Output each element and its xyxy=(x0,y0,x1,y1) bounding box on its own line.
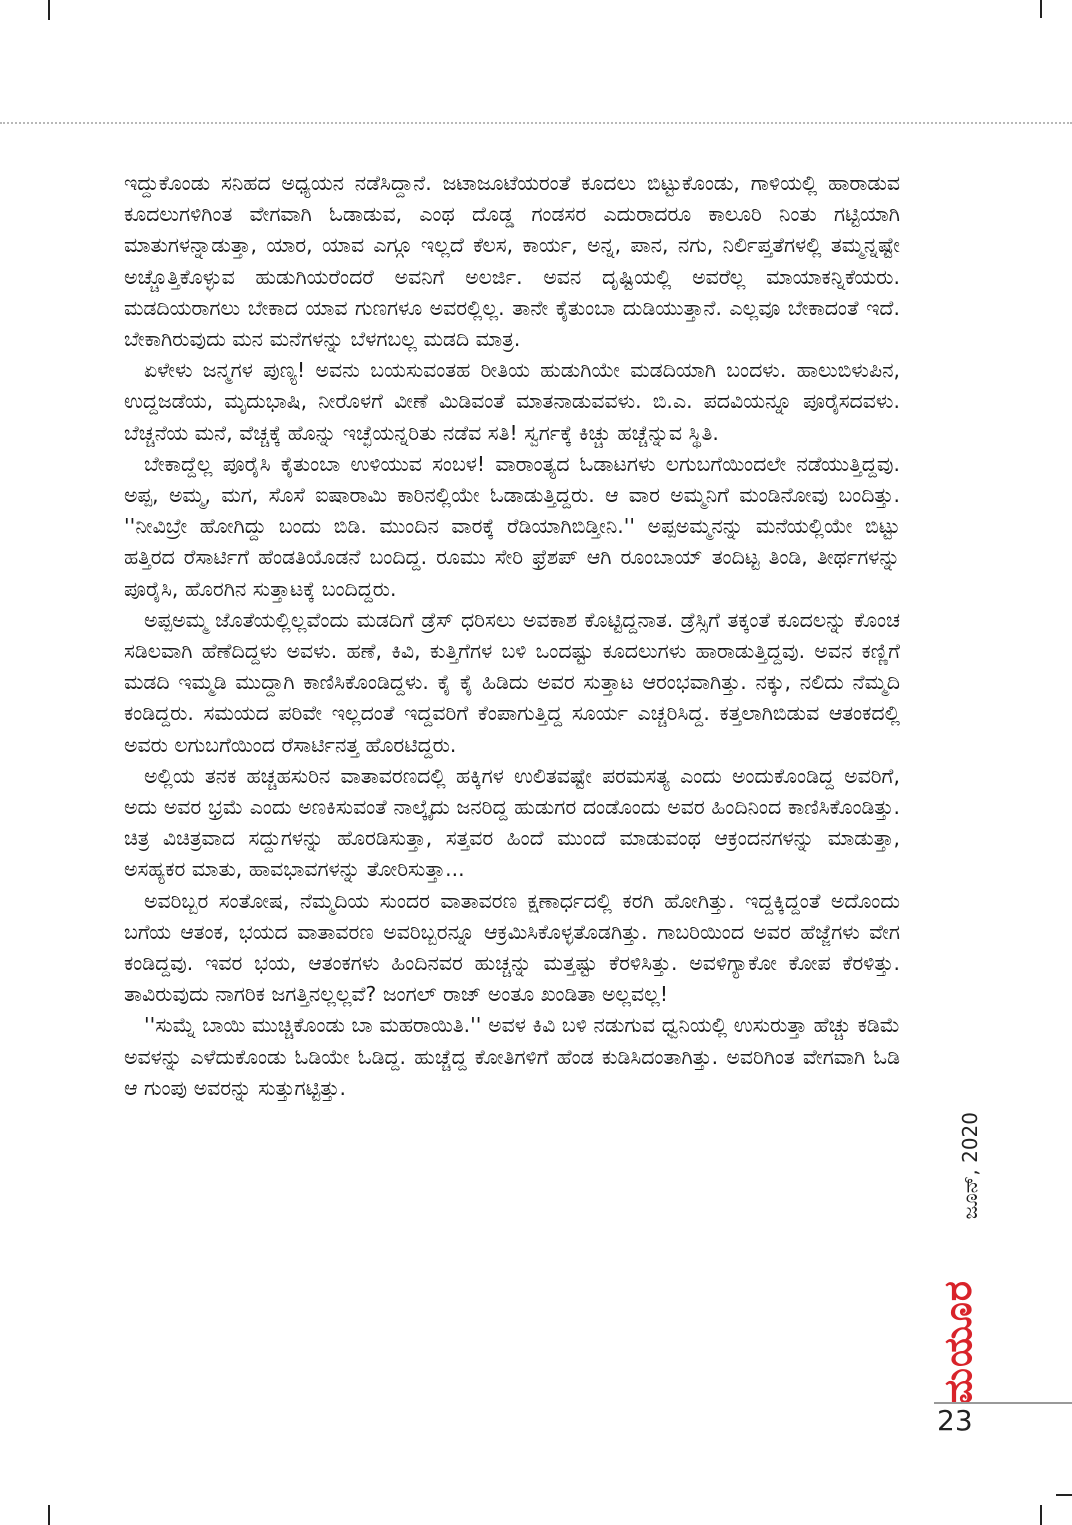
crop-mark-top-right xyxy=(1040,0,1042,18)
article-paragraph: ಅವರಿಬ್ಬರ ಸಂತೋಷ, ನೆಮ್ಮದಿಯ ಸುಂದರ ವಾತಾವರಣ ಕ್ಷಣಾರ್ಧದಲ್ಲಿ ಕರಗಿ ಹೋಗಿತ್ತು. ಇದ್ದಕ್ಕಿದ್ದಂತೆ ಅದೊಂದು ಬಗೆಯ ಆತಂಕ, ಭಯದ ವಾತಾವರಣ ಅವರಿಬ್ಬರನ್ನೂ ಆಕ್ರಮಿಸಿಕೊಳ್ಳತೊಡಗಿತ್ತು. ಗಾಬರಿಯಿಂದ ಅವರ ಹೆಜ್ಜೆಗಳು ವೇಗ ಕಂಡಿದ್ದವು. ಇವರ ಭಯ, ಆತಂಕಗಳು ಹಿಂದಿನವರ ಹುಚ್ಚನ್ನು ಮತ್ತಷ್ಟು ಕೆರಳಿಸಿತ್ತು. ಅವಳಿಗ್ಯಾಕೋ ಕೋಪ ಕೆರಳಿತ್ತು. ತಾವಿರುವುದು ನಾಗರಿಕ ಜಗತ್ತಿನಲ್ಲಲ್ಲವೆ? ಜಂಗಲ್ ರಾಜ್ ಅಂತೂ ಖಂಡಿತಾ ಅಲ್ಲವಲ್ಲ! xyxy=(124,888,900,1007)
article-body xyxy=(124,168,900,1104)
article-paragraph: ಇದ್ದುಕೊಂಡು ಸನಿಹದ ಅಧ್ಯಯನ ನಡೆಸಿದ್ದಾನೆ. ಜಟಾಜೂಟೆಯರಂತೆ ಕೂದಲು ಬಿಟ್ಟುಕೊಂಡು, ಗಾಳಿಯಲ್ಲಿ ಹಾರಾಡುವ ಕೂದಲುಗಳಿಗಿಂತ ವೇಗವಾಗಿ ಓಡಾಡುವ, ಎಂಥ ದೊಡ್ಡ ಗಂಡಸರ ಎದುರಾದರೂ ಕಾಲೂರಿ ನಿಂತು ಗಟ್ಟಿಯಾಗಿ ಮಾತುಗಳನ್ನಾಡುತ್ತಾ, ಯಾರ, ಯಾವ ಎಗ್ಗೂ ಇಲ್ಲದೆ ಕೆಲಸ, ಕಾರ್ಯ, ಅನ್ನ, ಪಾನ, ನಗು, ನಿರ್ಲಿಪ್ತತೆಗಳಲ್ಲಿ ತಮ್ಮನ್ನಷ್ಟೇ ಅಚ್ಚೊತ್ತಿಕೊಳ್ಳುವ ಹುಡುಗಿಯರೆಂದರೆ ಅವನಿಗೆ ಅಲರ್ಜಿ. ಅವನ ದೃಷ್ಟಿಯಲ್ಲಿ ಅವರೆಲ್ಲ ಮಾಯಾಕನ್ನಿಕೆಯರು. ಮಡದಿಯರಾಗಲು ಬೇಕಾದ ಯಾವ ಗುಣಗಳೂ ಅವರಲ್ಲಿಲ್ಲ. ತಾನೇ ಕೈತುಂಬಾ ದುಡಿಯುತ್ತಾನೆ. ಎಲ್ಲವೂ ಬೇಕಾದಂತೆ ಇದೆ. ಬೇಕಾಗಿರುವುದು ಮನ ಮನೆಗಳನ್ನು ಬೆಳಗಬಲ್ಲ ಮಡದಿ ಮಾತ್ರ. xyxy=(124,171,900,352)
article-paragraph: ಬೇಕಾದ್ದೆಲ್ಲ ಪೂರೈಸಿ ಕೈತುಂಬಾ ಉಳಿಯುವ ಸಂಬಳ! ವಾರಾಂತ್ಯದ ಓಡಾಟಗಳು ಲಗುಬಗೆಯಿಂದಲೇ ನಡೆಯುತ್ತಿದ್ದವು. ಅಪ್ಪ, ಅಮ್ಮ, ಮಗ, ಸೊಸೆ ಐಷಾರಾಮಿ ಕಾರಿನಲ್ಲಿಯೇ ಓಡಾಡುತ್ತಿದ್ದರು. ಆ ವಾರ ಅಮ್ಮನಿಗೆ ಮಂಡಿನೋವು ಬಂದಿತ್ತು. ''ನೀವಿಬ್ರೇ ಹೋಗಿದ್ದು ಬಂದು ಬಿಡಿ. ಮುಂದಿನ ವಾರಕ್ಕೆ ರೆಡಿಯಾಗಿಬಿಡ್ತೀನಿ.'' ಅಪ್ಪಅಮ್ಮನನ್ನು ಮನೆಯಲ್ಲಿಯೇ ಬಿಟ್ಟು ಹತ್ತಿರದ ರೆಸಾರ್ಟಿಗೆ ಹೆಂಡತಿಯೊಡನೆ ಬಂದಿದ್ದ. ರೂಮು ಸೇರಿ ಫ್ರೆಶಪ್ ಆಗಿ ರೂಂಬಾಯ್ ತಂದಿಟ್ಟ ತಿಂಡಿ, ತೀರ್ಥಗಳನ್ನು ಪೂರೈಸಿ, ಹೊರಗಿನ ಸುತ್ತಾಟಕ್ಕೆ ಬಂದಿದ್ದರು. xyxy=(124,451,900,601)
page-number: 23 xyxy=(937,1404,973,1437)
article-paragraph: ಏಳೇಳು ಜನ್ಮಗಳ ಪುಣ್ಯ! ಅವನು ಬಯಸುವಂತಹ ರೀತಿಯ ಹುಡುಗಿಯೇ ಮಡದಿಯಾಗಿ ಬಂದಳು. ಹಾಲುಬಿಳುಪಿನ, ಉದ್ದಜಡೆಯ, ಮೃದುಭಾಷಿ, ನೀರೊಳಗೆ ವೀಣೆ ಮಿಡಿವಂತೆ ಮಾತನಾಡುವವಳು. ಬಿ.ಎ. ಪದವಿಯನ್ನೂ ಪೂರೈಸದವಳು. ಬೆಚ್ಚನೆಯ ಮನೆ, ವೆಚ್ಚಕ್ಕೆ ಹೊನ್ನು ಇಚ್ಛೆಯನ್ನರಿತು ನಡೆವ ಸತಿ! ಸ್ವರ್ಗಕ್ಕೆ ಕಿಚ್ಚು ಹಚ್ಚೆನ್ನುವ ಸ್ಥಿತಿ. xyxy=(124,358,900,445)
magazine-logo: ಮಯೂರ xyxy=(936,1280,980,1405)
issue-date: ಜೂನ್, 2020 xyxy=(958,1112,982,1220)
article-paragraph: ಅಲ್ಲಿಯ ತನಕ ಹಚ್ಚಹಸುರಿನ ವಾತಾವರಣದಲ್ಲಿ ಹಕ್ಕಿಗಳ ಉಲಿತವಷ್ಟೇ ಪರಮಸತ್ಯ ಎಂದು ಅಂದುಕೊಂಡಿದ್ದ ಅವರಿಗೆ, ಅದು ಅವರ ಭ್ರಮೆ ಎಂದು ಅಣಕಿಸುವಂತೆ ನಾಲ್ಕೈದು ಜನರಿದ್ದ ಹುಡುಗರ ದಂಡೊಂದು ಅವರ ಹಿಂದಿನಿಂದ ಕಾಣಿಸಿಕೊಂಡಿತ್ತು. ಚಿತ್ರ ವಿಚಿತ್ರವಾದ ಸದ್ದುಗಳನ್ನು ಹೊರಡಿಸುತ್ತಾ, ಸತ್ತವರ ಹಿಂದೆ ಮುಂದೆ ಮಾಡುವಂಥ ಆಕ್ರಂದನಗಳನ್ನು ಮಾಡುತ್ತಾ, ಅಸಹ್ಯಕರ ಮಾತು, ಹಾವಭಾವಗಳನ್ನು ತೋರಿಸುತ್ತಾ... xyxy=(124,763,900,882)
crop-mark-top-left xyxy=(48,0,50,20)
header-dotted-rule xyxy=(0,122,1072,124)
crop-mark-bottom-right-v xyxy=(1040,1505,1042,1525)
article-paragraph: ''ಸುಮ್ನೆ ಬಾಯಿ ಮುಚ್ಚಿಕೊಂಡು ಬಾ ಮಹರಾಯಿತಿ.'' ಅವಳ ಕಿವಿ ಬಳಿ ನಡುಗುವ ಧ್ವನಿಯಲ್ಲಿ ಉಸುರುತ್ತಾ ಹೆಚ್ಚು ಕಡಿಮೆ ಅವಳನ್ನು ಎಳೆದುಕೊಂಡು ಓಡಿಯೇ ಓಡಿದ್ದ. ಹುಚ್ಚೆದ್ದ ಕೋತಿಗಳಿಗೆ ಹೆಂಡ ಕುಡಿಸಿದಂತಾಗಿತ್ತು. ಅವರಿಗಿಂತ ವೇಗವಾಗಿ ಓಡಿ ಆ ಗುಂಪು ಅವರನ್ನು ಸುತ್ತುಗಟ್ಟಿತ್ತು. xyxy=(124,1013,900,1100)
crop-mark-bottom-right-h xyxy=(1056,1494,1072,1496)
article-paragraph: ಅಪ್ಪಅಮ್ಮ ಜೊತೆಯಲ್ಲಿಲ್ಲವೆಂದು ಮಡದಿಗೆ ಡ್ರೆಸ್ ಧರಿಸಲು ಅವಕಾಶ ಕೊಟ್ಟಿದ್ದನಾತ. ಡ್ರೆಸ್ಸಿಗೆ ತಕ್ಕಂತೆ ಕೂದಲನ್ನು ಕೊಂಚ ಸಡಿಲವಾಗಿ ಹೆಣೆದಿದ್ದಳು ಅವಳು. ಹಣೆ, ಕಿವಿ, ಕುತ್ತಿಗೆಗಳ ಬಳಿ ಒಂದಷ್ಟು ಕೂದಲುಗಳು ಹಾರಾಡುತ್ತಿದ್ದವು. ಅವನ ಕಣ್ಣಿಗೆ ಮಡದಿ ಇಮ್ಮಡಿ ಮುದ್ದಾಗಿ ಕಾಣಿಸಿಕೊಂಡಿದ್ದಳು. ಕೈ ಕೈ ಹಿಡಿದು ಅವರ ಸುತ್ತಾಟ ಆರಂಭವಾಗಿತ್ತು. ನಕ್ಕು, ನಲಿದು ನೆಮ್ಮದಿ ಕಂಡಿದ್ದರು. ಸಮಯದ ಪರಿವೇ ಇಲ್ಲದಂತೆ ಇದ್ದವರಿಗೆ ಕೆಂಪಾಗುತ್ತಿದ್ದ ಸೂರ್ಯ ಎಚ್ಚರಿಸಿದ್ದ. ಕತ್ತಲಾಗಿಬಿಡುವ ಆತಂಕದಲ್ಲಿ ಅವರು ಲಗುಬಗೆಯಿಂದ ರೆಸಾರ್ಟಿನತ್ತ ಹೊರಟಿದ್ದರು. xyxy=(124,607,900,757)
crop-mark-bottom-left xyxy=(48,1505,50,1525)
